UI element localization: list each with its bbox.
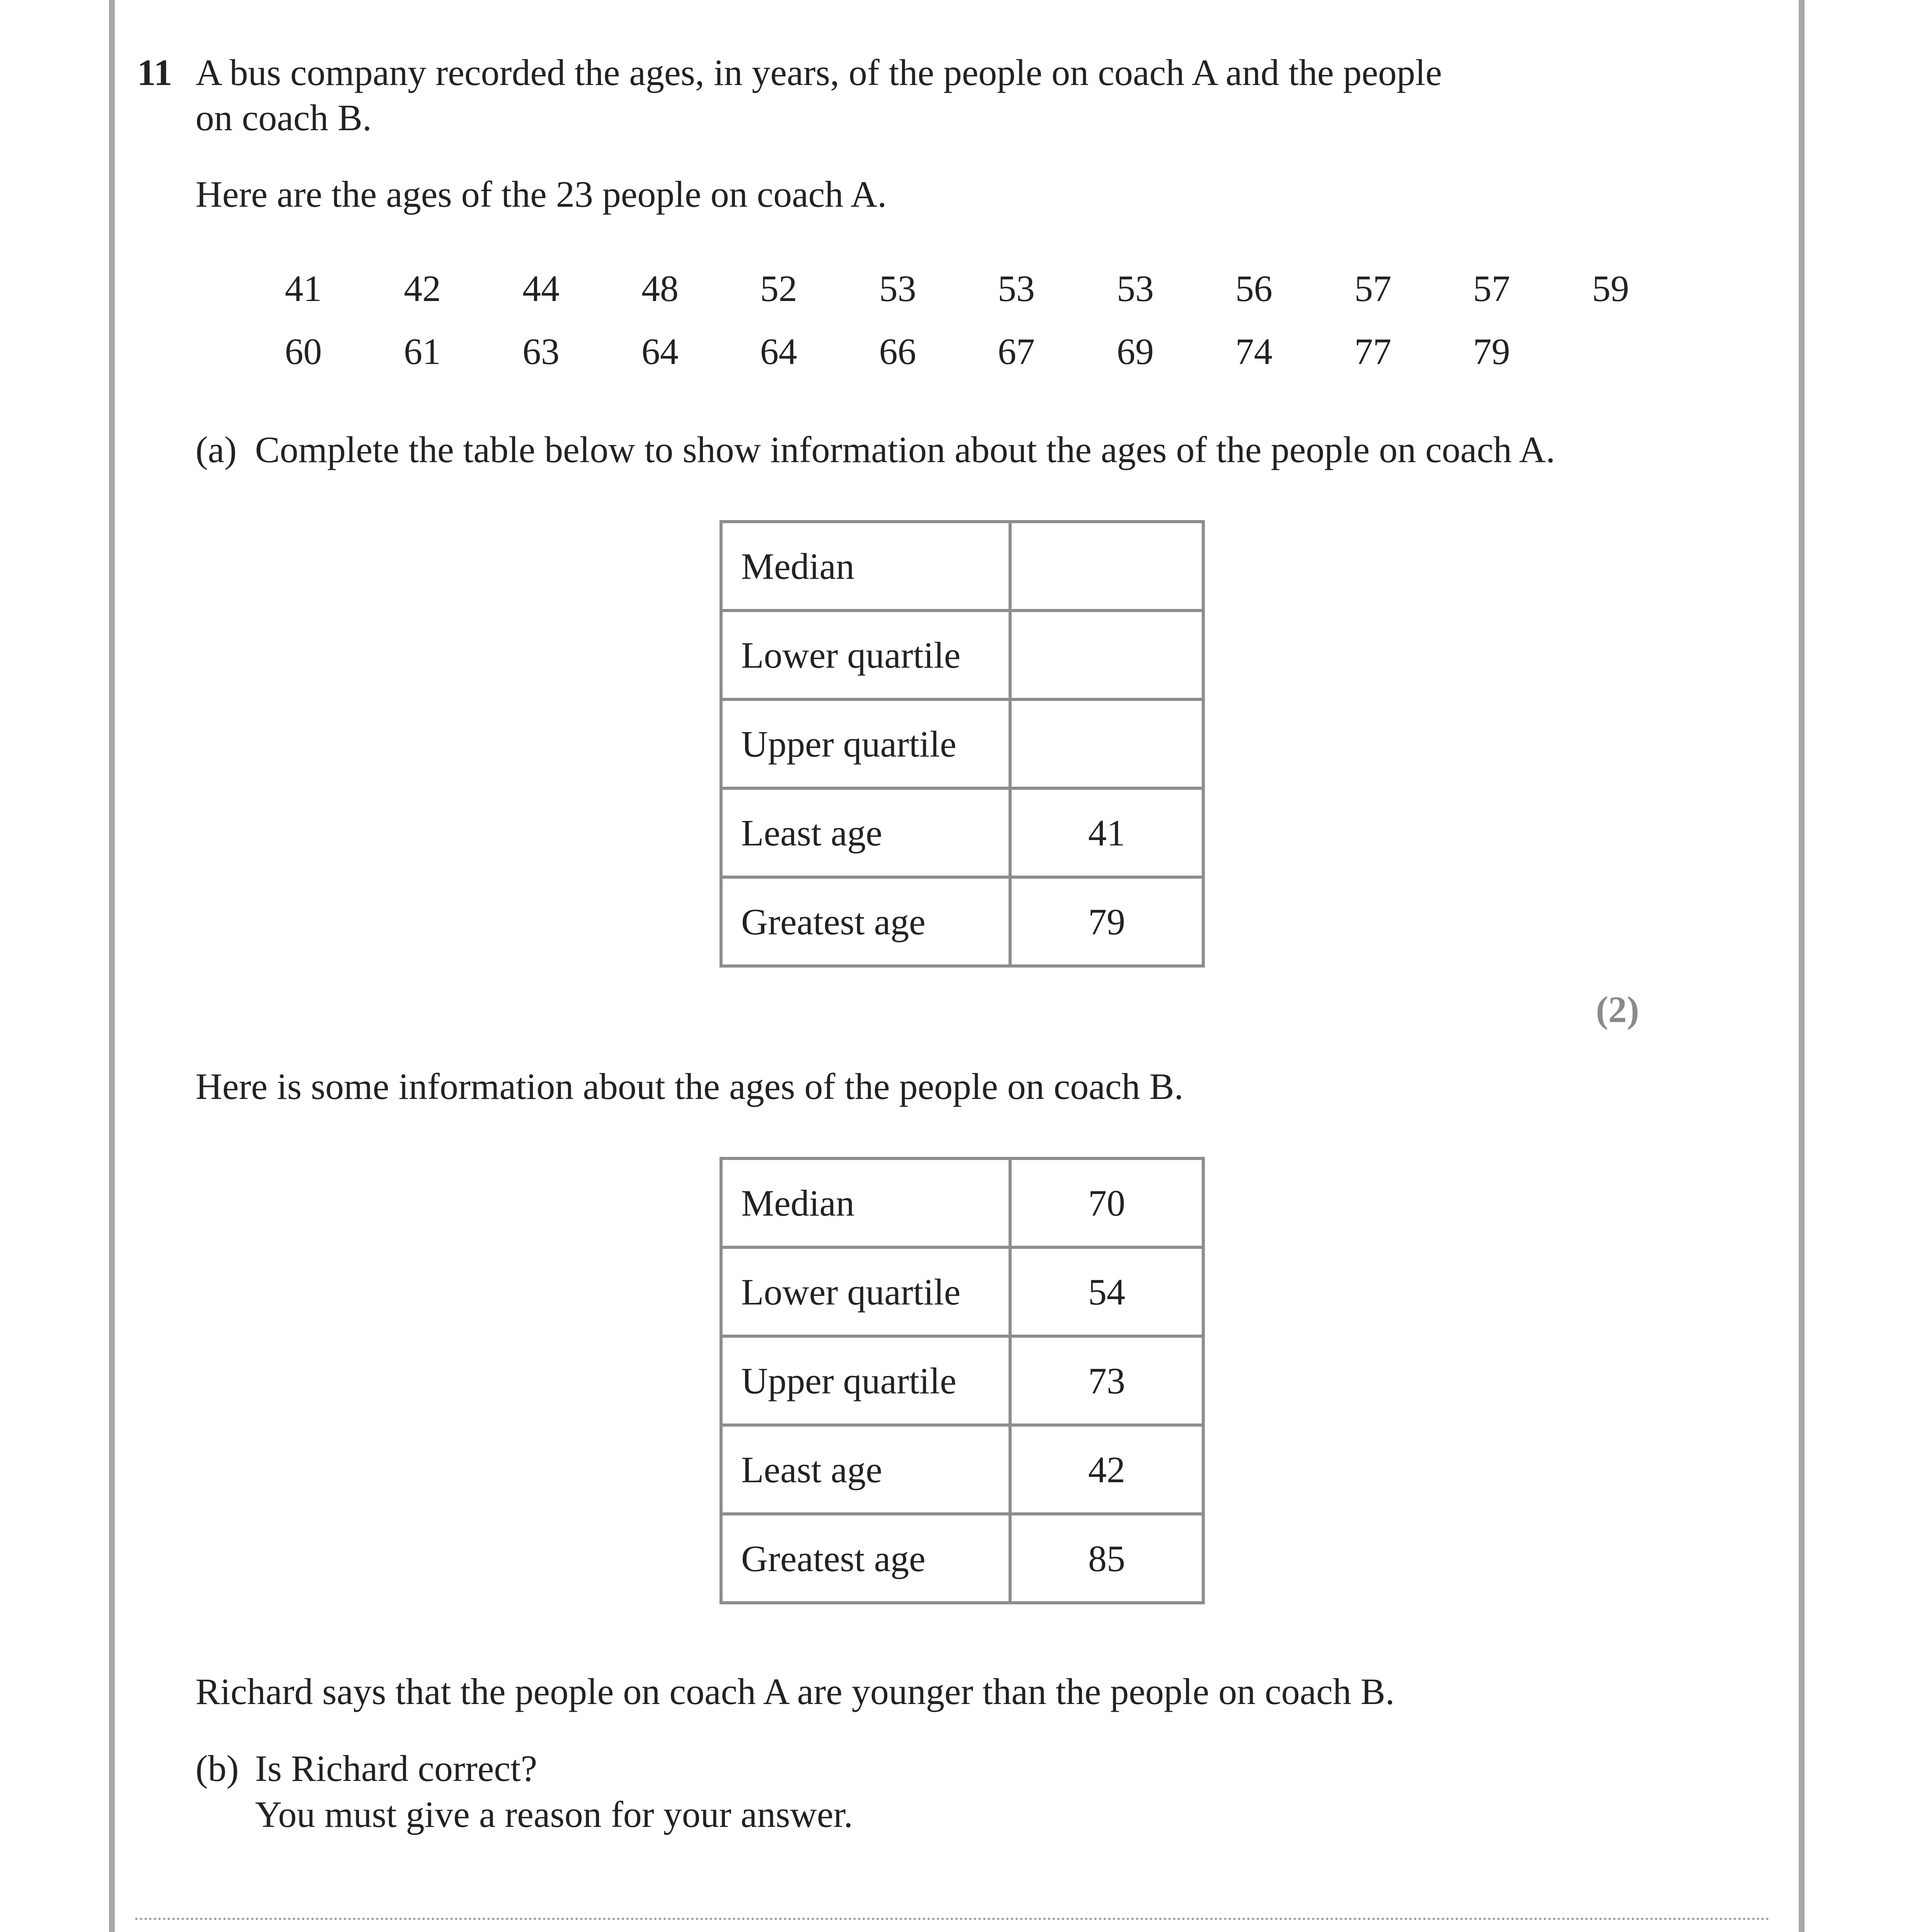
question-intro-line1: A bus company recorded the ages, in years, of the people on coach A and the people: [196, 52, 1442, 93]
table-row: [721, 611, 1203, 699]
table-row: [721, 1425, 1203, 1514]
age-value: 79: [1473, 331, 1510, 372]
age-value: 63: [522, 331, 560, 372]
table-row: [721, 788, 1203, 877]
age-value: 64: [641, 331, 679, 372]
table-value: 85: [1010, 1514, 1203, 1603]
part-a-text: Complete the table below to show information about the ages of the people on coach A.: [255, 429, 1555, 470]
table-label: Lower quartile: [721, 611, 1010, 699]
age-value: 53: [879, 268, 916, 309]
age-value: 57: [1473, 268, 1510, 309]
answer-cell-median[interactable]: [1010, 522, 1203, 611]
table-value: 73: [1010, 1336, 1203, 1425]
table-value: 41: [1010, 788, 1203, 877]
answer-cell-upper-quartile[interactable]: [1010, 699, 1203, 788]
age-value: 57: [1354, 268, 1391, 309]
table-label: Least age: [721, 1425, 1010, 1514]
coach-a-intro: Here are the ages of the 23 people on coach A.: [196, 173, 887, 215]
table-row: [721, 1336, 1203, 1425]
table-label: Median: [721, 1158, 1010, 1247]
table-label: Least age: [721, 788, 1010, 877]
answer-cell-lower-quartile[interactable]: [1010, 611, 1203, 699]
age-value: 41: [285, 268, 322, 309]
page-border-left: [109, 0, 115, 1932]
table-row: [721, 1158, 1203, 1247]
age-value: 69: [1117, 331, 1154, 372]
part-b-question: Is Richard correct?: [255, 1748, 538, 1789]
table-label: Median: [721, 522, 1010, 611]
table-row: [721, 1514, 1203, 1603]
coach-b-table: [720, 1157, 1205, 1604]
age-value: 48: [641, 268, 679, 309]
table-value: 54: [1010, 1247, 1203, 1336]
age-value: 42: [404, 268, 441, 309]
coach-b-intro: Here is some information about the ages of the people on coach B.: [196, 1066, 1184, 1107]
part-b-label: (b): [196, 1748, 239, 1789]
age-value: 61: [404, 331, 441, 372]
part-a-label: (a): [196, 429, 237, 470]
coach-a-table: [720, 520, 1205, 968]
part-a-marks: (2): [1596, 989, 1639, 1030]
age-value: 60: [285, 331, 322, 372]
table-row: [721, 522, 1203, 611]
question-number: 11: [137, 52, 172, 93]
table-value: 70: [1010, 1158, 1203, 1247]
table-label: Upper quartile: [721, 699, 1010, 788]
part-b-instruction: You must give a reason for your answer.: [255, 1794, 853, 1835]
answer-line-b-1[interactable]: [135, 1918, 1770, 1920]
age-value: 74: [1235, 331, 1272, 372]
question-intro-line2: on coach B.: [196, 97, 372, 138]
table-value: 42: [1010, 1425, 1203, 1514]
age-value: 64: [760, 331, 797, 372]
part-b-statement: Richard says that the people on coach A are younger than the people on coach B.: [196, 1671, 1395, 1712]
age-value: 56: [1235, 268, 1272, 309]
table-row: [721, 1247, 1203, 1336]
age-value: 52: [760, 268, 797, 309]
age-value: 67: [998, 331, 1035, 372]
table-row: [721, 699, 1203, 788]
age-value: 59: [1592, 268, 1629, 309]
age-value: 53: [1117, 268, 1154, 309]
age-value: 44: [522, 268, 560, 309]
table-label: Greatest age: [721, 877, 1010, 966]
table-row: [721, 877, 1203, 966]
age-value: 66: [879, 331, 916, 372]
page-border-right: [1799, 0, 1805, 1932]
table-label: Upper quartile: [721, 1336, 1010, 1425]
age-value: 53: [998, 268, 1035, 309]
table-label: Lower quartile: [721, 1247, 1010, 1336]
table-label: Greatest age: [721, 1514, 1010, 1603]
table-value: 79: [1010, 877, 1203, 966]
age-value: 77: [1354, 331, 1391, 372]
